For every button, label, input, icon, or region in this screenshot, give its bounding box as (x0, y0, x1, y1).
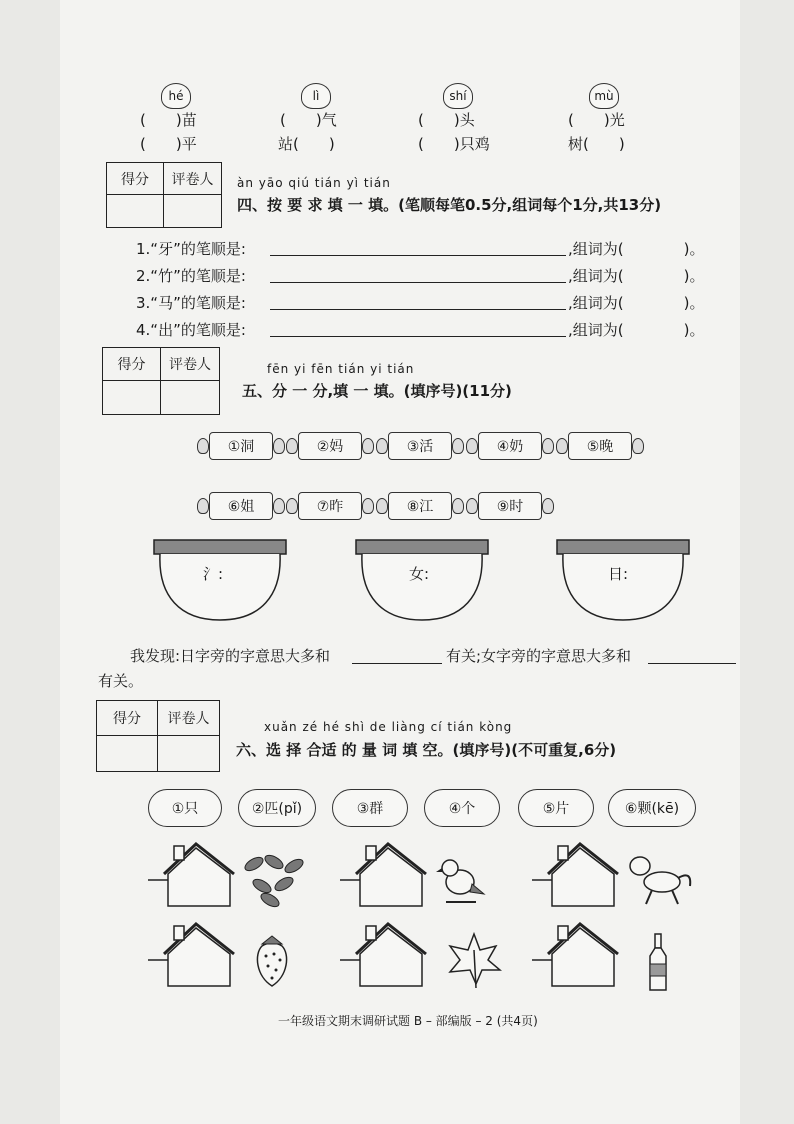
finding-text: 有关。 (98, 672, 144, 690)
grader-label: 评卷人 (164, 163, 221, 195)
word-question: ,组词为( )。 (568, 294, 705, 312)
fill-item: ( )气 (280, 111, 337, 129)
horse-icon (626, 852, 696, 908)
section6-pinyin: xuǎn zé hé shì de liàng cí tián kòng (264, 720, 513, 734)
section6-title: 六、选 择 合适 的 量 词 填 空。(填序号)(不可重复,6分) (236, 741, 617, 759)
grader-cell[interactable] (164, 195, 221, 227)
word-question: ,组词为( )。 (568, 240, 705, 258)
option-bubble[interactable]: ⑤片 (518, 789, 594, 827)
house-icon[interactable] (338, 920, 428, 990)
char-tag[interactable]: ③活 (388, 432, 452, 460)
stroke-question: 1.“牙”的笔顺是: (136, 240, 246, 258)
option-bubble[interactable]: ②匹(pǐ) (238, 789, 316, 827)
fill-item: 树( ) (568, 135, 625, 153)
stroke-question: 4.“出”的笔顺是: (136, 321, 246, 339)
house-icon[interactable] (530, 840, 620, 910)
grader-label: 评卷人 (161, 348, 219, 381)
answer-line[interactable] (648, 663, 736, 664)
bird-icon (436, 854, 486, 908)
section5-pinyin: fēn yi fēn tián yi tián (267, 362, 415, 376)
score-cell[interactable] (107, 195, 164, 227)
answer-line[interactable] (270, 282, 566, 283)
grader-cell[interactable] (161, 381, 219, 414)
pinyin-tag: mù (589, 83, 619, 109)
char-tag[interactable]: ④奶 (478, 432, 542, 460)
fill-item: ( )光 (568, 111, 625, 129)
score-label: 得分 (103, 348, 161, 381)
house-icon[interactable] (146, 840, 236, 910)
fill-item: ( )头 (418, 111, 475, 129)
basket-label: 氵: (203, 565, 224, 583)
option-bubble[interactable]: ④个 (424, 789, 500, 827)
house-icon[interactable] (338, 840, 428, 910)
score-label: 得分 (97, 701, 158, 736)
bottle-icon (646, 932, 670, 992)
finding-text: 有关;女字旁的字意思大多和 (446, 647, 632, 665)
char-tag[interactable]: ⑨时 (478, 492, 542, 520)
fill-item: ( )苗 (140, 111, 197, 129)
section4-pinyin: àn yāo qiú tián yì tián (237, 176, 391, 190)
pinyin-tag: lì (301, 83, 331, 109)
finding-text: 我发现:日字旁的字意思大多和 (130, 647, 331, 665)
strawberry-icon (252, 932, 292, 988)
answer-line[interactable] (270, 255, 566, 256)
grader-label: 评卷人 (158, 701, 219, 736)
option-bubble[interactable]: ⑥颗(kē) (608, 789, 696, 827)
fill-item: ( )平 (140, 135, 197, 153)
char-tag[interactable]: ⑧江 (388, 492, 452, 520)
score-cell[interactable] (97, 736, 158, 771)
section5-title: 五、分 一 分,填 一 填。(填序号)(11分) (242, 382, 512, 400)
char-tag[interactable]: ⑥姐 (209, 492, 273, 520)
answer-line[interactable] (270, 336, 566, 337)
option-bubble[interactable]: ③群 (332, 789, 408, 827)
pinyin-tag: shí (443, 83, 473, 109)
basket-label: 日: (608, 565, 629, 583)
page-footer: 一年级语文期末调研试题 B – 部编版 – 2 (共4页) (278, 1014, 538, 1028)
house-icon[interactable] (530, 920, 620, 990)
pinyin-tag: hé (161, 83, 191, 109)
char-tag[interactable]: ②妈 (298, 432, 362, 460)
answer-line[interactable] (270, 309, 566, 310)
char-tag[interactable]: ⑦昨 (298, 492, 362, 520)
score-cell[interactable] (103, 381, 161, 414)
section4-title: 四、按 要 求 填 一 填。(笔顺每笔0.5分,组词每个1分,共13分) (237, 196, 662, 214)
stroke-question: 3.“马”的笔顺是: (136, 294, 246, 312)
option-bubble[interactable]: ①只 (148, 789, 222, 827)
word-question: ,组词为( )。 (568, 321, 705, 339)
maple-leaf-icon (446, 930, 502, 990)
word-question: ,组词为( )。 (568, 267, 705, 285)
fill-item: ( )只鸡 (418, 135, 490, 153)
leaves-icon (240, 852, 310, 908)
grader-cell[interactable] (158, 736, 219, 771)
stroke-question: 2.“竹”的笔顺是: (136, 267, 246, 285)
house-icon[interactable] (146, 920, 236, 990)
basket-label: 女: (409, 565, 430, 583)
fill-item: 站( ) (278, 135, 335, 153)
char-tag[interactable]: ①洞 (209, 432, 273, 460)
answer-line[interactable] (352, 663, 442, 664)
score-box (102, 347, 220, 415)
score-box (96, 700, 220, 772)
score-box (106, 162, 222, 228)
score-label: 得分 (107, 163, 164, 195)
char-tag[interactable]: ⑤晚 (568, 432, 632, 460)
